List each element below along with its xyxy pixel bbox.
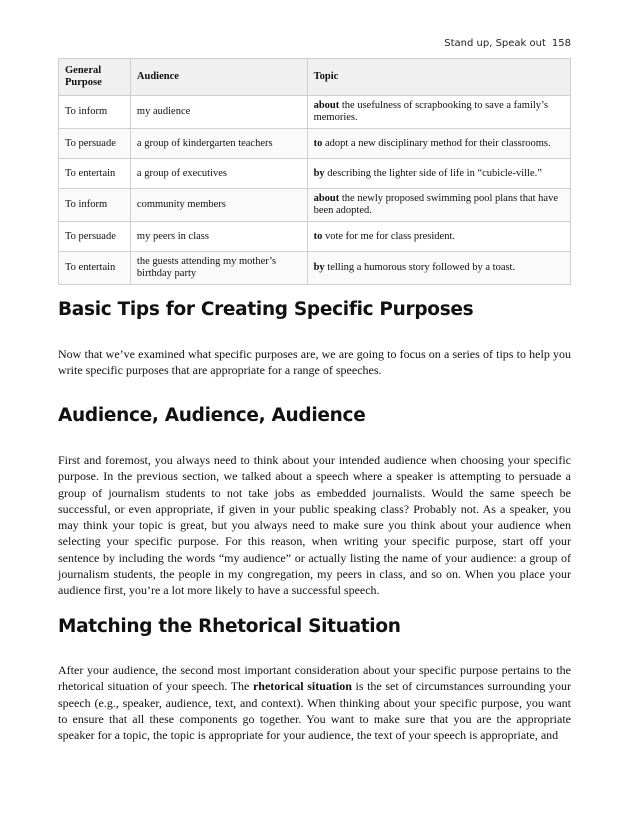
table-row — [59, 189, 571, 222]
topic-text: adopt a new disciplinary method for their classrooms. — [322, 137, 551, 149]
topic-cell — [307, 96, 570, 129]
topic-text: the usefulness of scrapbooking to save a family’s memories. — [313, 100, 549, 123]
purpose-cell: To inform — [59, 96, 131, 129]
section-heading-audience: Audience, Audience, Audience — [58, 405, 366, 426]
audience-cell: the guests attending my mother’s birthday party — [130, 252, 307, 285]
paragraph-matching — [58, 662, 571, 743]
topic-lead-word: about — [313, 193, 340, 204]
topic-lead-word: by — [313, 262, 325, 273]
topic-lead-word: to — [313, 137, 323, 149]
table-row — [59, 129, 571, 159]
paragraph-text: After your audience, the second most important consideration about your specific purpose pertains to the rhetorical situation of your speech. The — [58, 663, 571, 694]
purpose-cell: To entertain — [59, 252, 131, 285]
paragraph-audience: First and foremost, you always need to think about your intended audience when choosing your specific purpose. In the previous section, we talked about a speech where a speaker is attempting to persuade a group of journalism students to not take jobs as embedded journalists. Would the same speech be successful, or even appropriate, if given in your public speaking class? Probably not. As a speaker, you may think your topic is great, but you always need to make sure you think about your audience when selecting your specific purpose. For this reason, when writing your specific purpose, start off your sentence by including the words “my audience” or actually listing the name of your audience: a group of journalism students, the people in my congregation, my peers in class, and so on. When you place your audience first, you’re a lot more likely to have a successful speech. — [58, 453, 571, 598]
table-row — [59, 159, 571, 189]
header-general-purpose: General Purpose — [59, 59, 131, 96]
paragraph-text: is the set of circumstances surrounding your speech (e.g., speaker, audience, text, and context). When thinking about your specific purpose, you want to ensure that all these components go together. You want to make sure that you are the appropriate speaker for a topic, the topic is appropriate for your audience, the text of your speech is appropriate, and — [58, 679, 572, 743]
audience-cell: my peers in class — [130, 222, 307, 252]
header-audience: Audience — [130, 59, 307, 96]
table-row — [59, 222, 571, 252]
topic-cell — [307, 159, 570, 189]
topic-cell — [307, 189, 570, 222]
section-heading-matching: Matching the Rhetorical Situation — [58, 616, 401, 637]
table-row — [59, 252, 571, 285]
purpose-cell: To entertain — [59, 159, 131, 189]
audience-cell: a group of executives — [130, 159, 307, 189]
key-term: rhetorical situation — [252, 679, 352, 694]
topic-cell — [307, 129, 570, 159]
topic-text: describing the lighter side of life in “cubicle-ville.” — [324, 167, 542, 179]
table-row — [59, 96, 571, 129]
topic-text: the newly proposed swimming pool plans that have been adopted. — [313, 193, 558, 216]
topic-text: vote for me for class president. — [322, 230, 455, 242]
page-number: 158 — [551, 38, 571, 49]
topic-cell — [307, 252, 570, 285]
audience-cell: community members — [130, 189, 307, 222]
audience-cell: my audience — [130, 96, 307, 129]
purpose-table — [58, 58, 571, 285]
topic-lead-word: by — [313, 167, 325, 179]
topic-lead-word: about — [313, 100, 340, 111]
purpose-cell: To persuade — [59, 222, 131, 252]
topic-cell — [307, 222, 570, 252]
section-heading-tips: Basic Tips for Creating Specific Purposes — [58, 299, 474, 320]
topic-text: telling a humorous story followed by a toast. — [324, 262, 516, 273]
running-head-title: Stand up, Speak out — [444, 38, 546, 49]
paragraph-tips: Now that we’ve examined what specific purposes are, we are going to focus on a series of tips to help you write specific purposes that are appropriate for a range of speeches. — [58, 347, 571, 378]
running-head — [444, 38, 571, 49]
purpose-cell: To persuade — [59, 129, 131, 159]
header-topic: Topic — [307, 59, 570, 96]
audience-cell: a group of kindergarten teachers — [130, 129, 307, 159]
topic-lead-word: to — [313, 230, 323, 242]
purpose-cell: To inform — [59, 189, 131, 222]
table-header-row — [59, 59, 571, 96]
